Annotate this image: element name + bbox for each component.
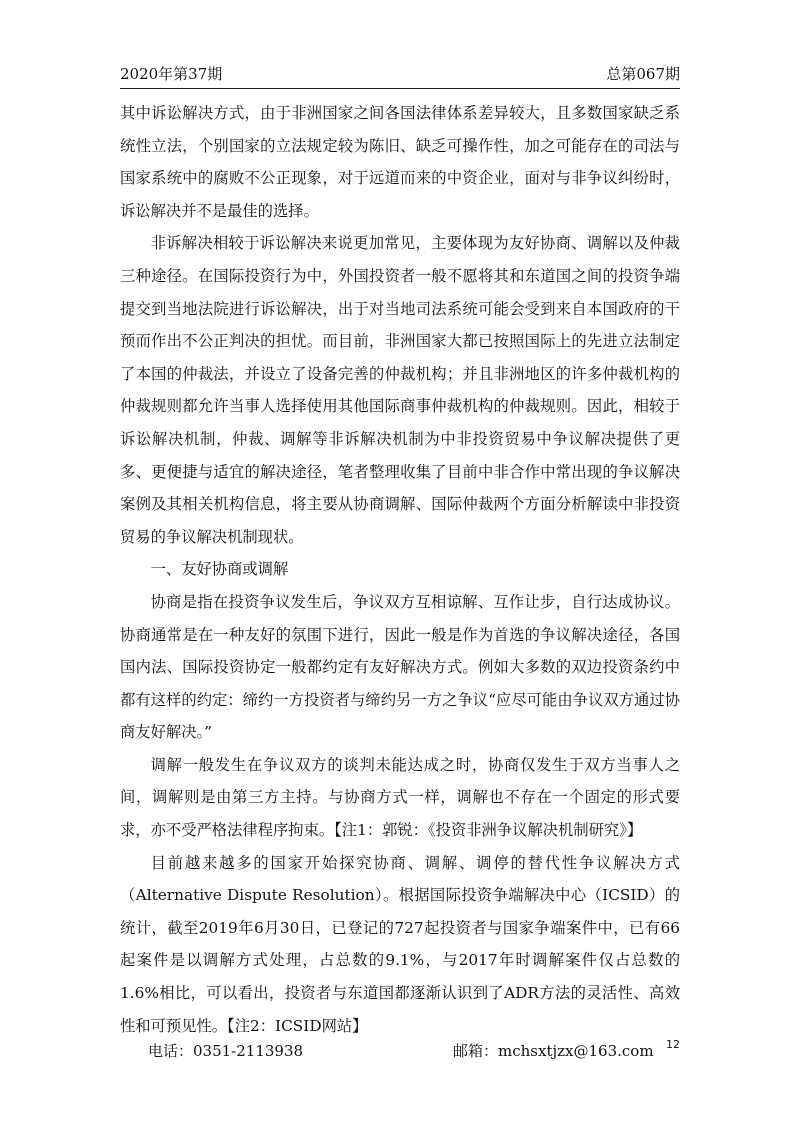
article-body (120, 97, 680, 1042)
issue-number: 2020年第37期 (120, 65, 223, 83)
paragraph-mediation: 调解一般发生在争议双方的谈判未能达成之时，协商仅发生于双方当事人之间，调解则是由第三方主持。与协商方式一样，调解也不存在一个固定的形式要求，亦不受严格法律程序拘束。【注1：郭锐：《投资非洲争议解决机制研究》】 (120, 755, 680, 840)
paragraph-adr: 目前越来越多的国家开始探究协商、调解、调停的替代性争议解决方式（Alternative Dispute Resolution）。根据国际投资争端解决中心（ICSID）的统计，截至2019年6月30日，已登记的727起投资者与国家争端案件中，已有66起案件是以调解方式处理，占总数的9.1%，与2017年时调解案件仅占总数的1.6%相比，可以看出，投资者与东道国都逐渐认识到了ADR方法的灵活性、高效性和可预见性。【注2：ICSID网站】 (120, 853, 680, 1035)
total-issue-number: 总第067期 (606, 65, 680, 83)
page-number: 12 (666, 1038, 680, 1051)
page-header (120, 56, 680, 89)
contact-phone: 电话：0351-2113938 (148, 1042, 304, 1060)
section-heading-negotiation: 一、友好协商或调解 (150, 560, 289, 579)
contact-email: 邮箱：mchsxtjzx@163.com (453, 1042, 654, 1060)
paragraph-negotiation: 协商是指在投资争议发生后，争议双方互相谅解、互作让步，自行达成协议。协商通常是在一种友好的氛围下进行，因此一般是作为首选的争议解决途径，各国国内法、国际投资协定一般都约定有友好解决方式。例如大多数的双边投资条约中都有这样的约定：缔约一方投资者与缔约另一方之争议“应尽可能由争议双方通过协商友好解决。” (120, 592, 680, 742)
page-footer (148, 1040, 680, 1064)
paragraph-non-litigation: 非诉解决相较于诉讼解决来说更加常见，主要体现为友好协商、调解以及仲裁三种途径。在国际投资行为中，外国投资者一般不愿将其和东道国之间的投资争端提交到当地法院进行诉讼解决，出于对当地司法系统可能会受到来自本国政府的干预而作出不公正判决的担忧。而目前，非洲国家大都已按照国际上的先进立法制定了本国的仲裁法，并设立了设备完善的仲裁机构；并且非洲地区的许多仲裁机构的仲裁规则都允许当事人选择使用其他国际商事仲裁机构的仲裁规则。因此，相较于诉讼解决机制，仲裁、调解等非诉解决机制为中非投资贸易中争议解决提供了更多、更便捷与适宜的解决途径，笔者整理收集了目前中非合作中常出现的争议解决案例及其相关机构信息，将主要从协商调解、国际仲裁两个方面分析解读中非投资贸易的争议解决机制现状。 (120, 234, 680, 546)
paragraph-litigation: 其中诉讼解决方式，由于非洲国家之间各国法律体系差异较大，且多数国家缺乏系统性立法，个别国家的立法规定较为陈旧、缺乏可操作性，加之可能存在的司法与国家系统中的腐败不公正现象，对于远道而来的中资企业，面对与非争议纠纷时，诉讼解决并不是最佳的选择。 (120, 104, 680, 220)
